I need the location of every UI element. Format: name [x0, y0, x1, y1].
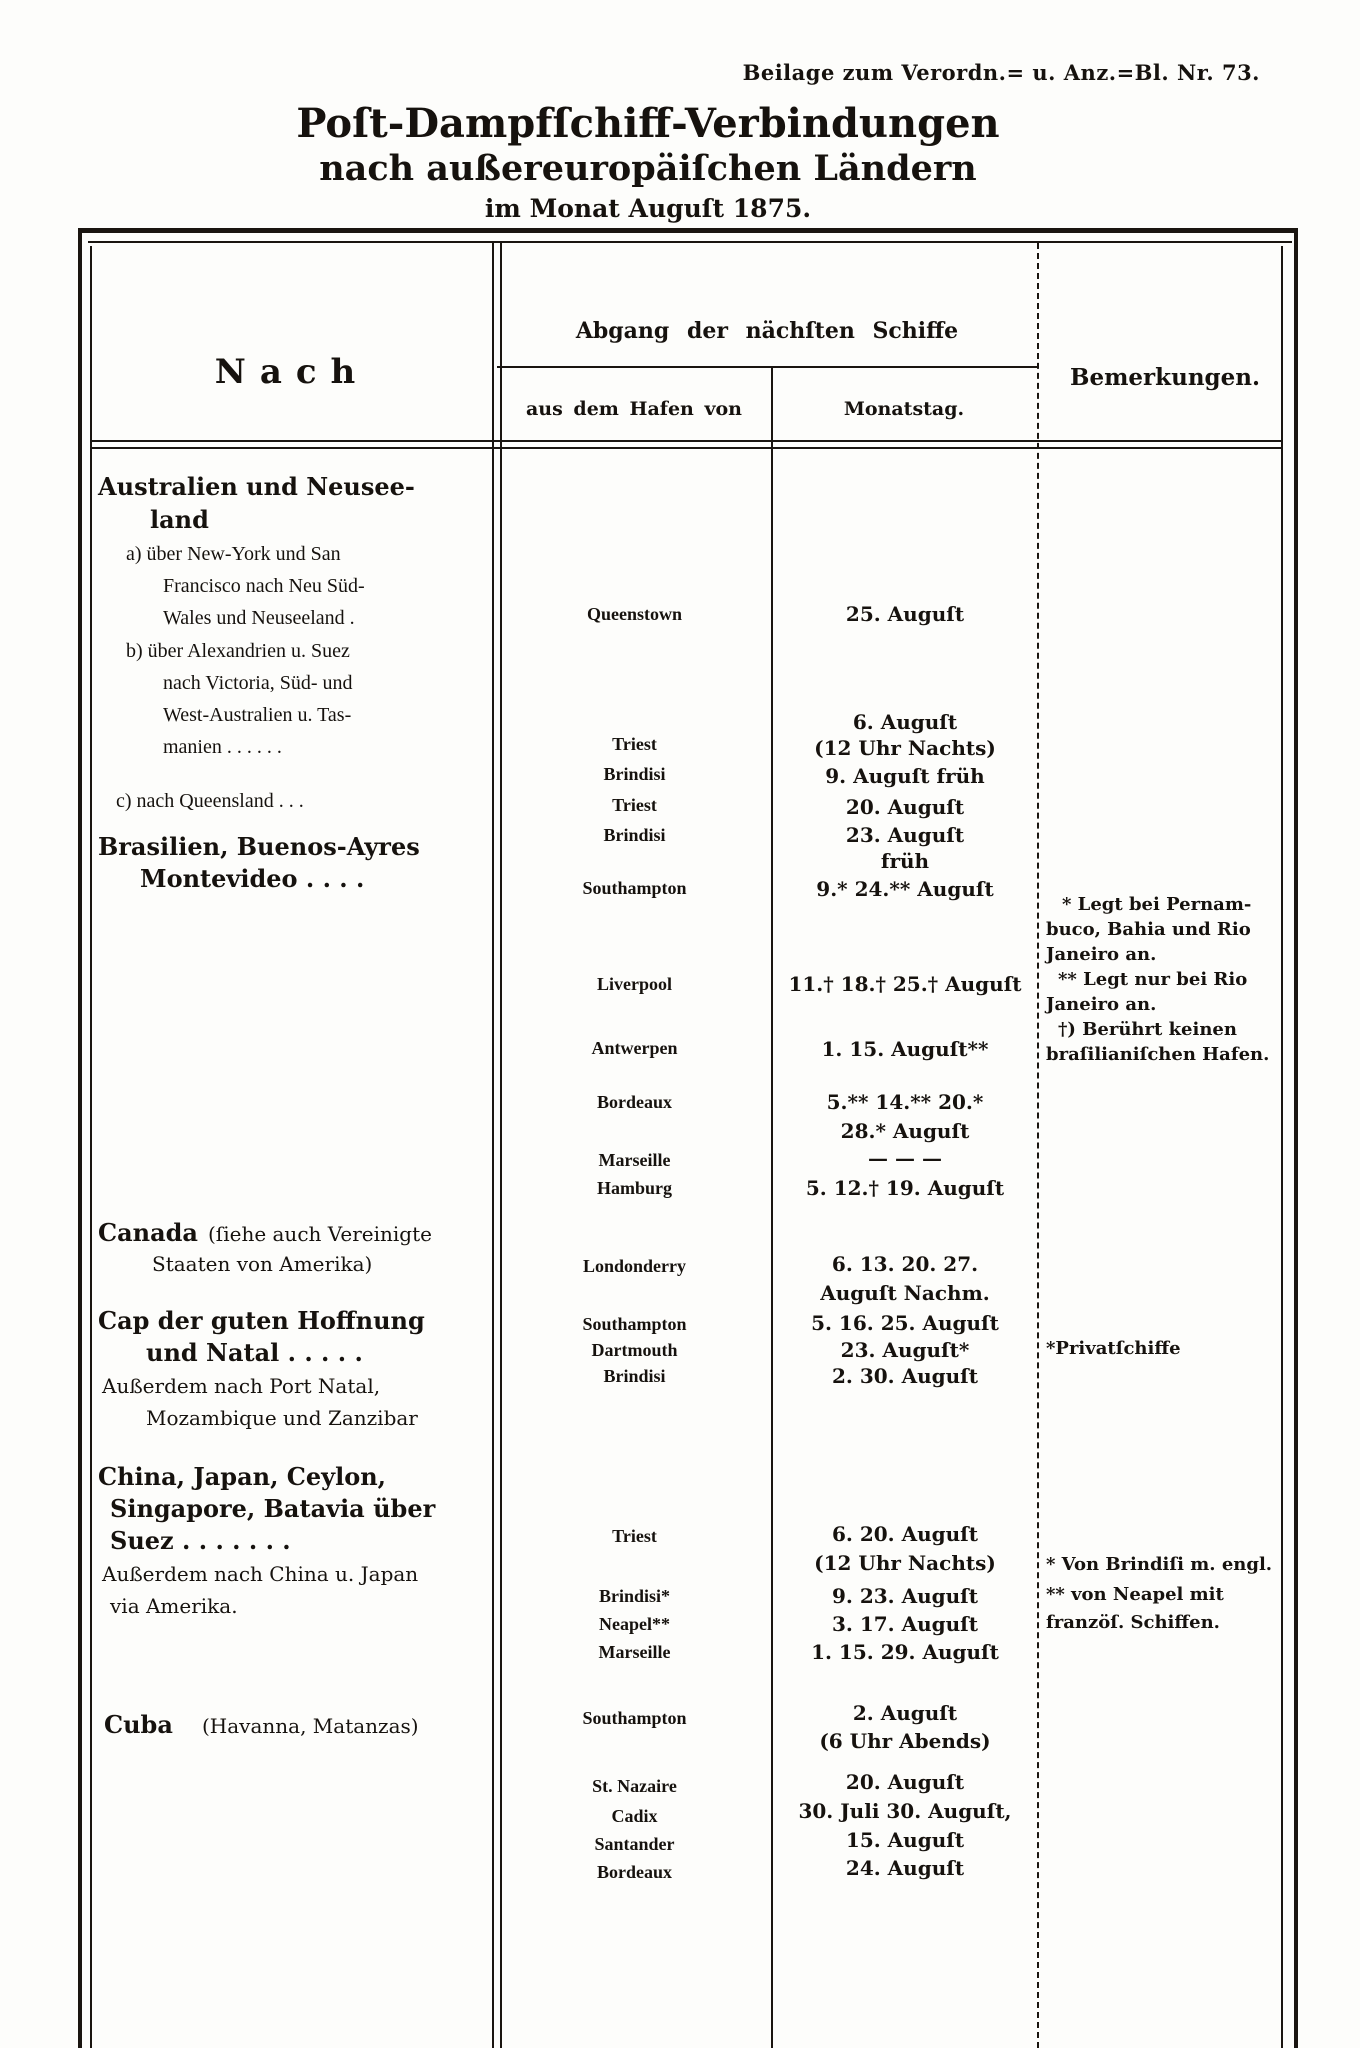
port-name: Bordeaux: [596, 1092, 672, 1112]
table-border-left-thick: [78, 228, 82, 2048]
port-name: Hamburg: [596, 1178, 672, 1198]
column-header-nach: Nach: [214, 352, 370, 392]
remark-line: Janeiro an.: [1046, 994, 1157, 1015]
remark-line: franzöſ. Schiffen.: [1046, 1612, 1220, 1633]
port-name: Southampton: [582, 1708, 687, 1728]
table-border-right-thin: [1281, 246, 1283, 2048]
remark-line: buco, Bahia und Rio: [1046, 919, 1251, 940]
departure-date: 3. 17. Auguſt: [831, 1612, 979, 1636]
port-name: Southampton: [582, 878, 687, 898]
remark-line: braſilianiſchen Hafen.: [1046, 1044, 1270, 1065]
departure-date: 6. 20. Auguſt: [831, 1522, 979, 1546]
port-name: Dartmouth: [591, 1340, 678, 1360]
destination-line: Wales und Neuseeland .: [163, 607, 355, 629]
destination-line: (Havanna, Matanzas): [202, 1714, 419, 1738]
destination-line: via Amerika.: [110, 1594, 238, 1618]
departure-date: 20. Auguſt: [845, 1770, 965, 1794]
destination-line: Außerdem nach Port Natal,: [102, 1374, 381, 1398]
destination-line: Singapore, Batavia über: [110, 1494, 436, 1523]
port-name: Bordeaux: [596, 1862, 672, 1882]
remark-line: Janeiro an.: [1046, 944, 1157, 965]
document-title-line3: im Monat Auguſt 1875.: [484, 194, 812, 223]
table-border-left-thin: [90, 246, 92, 2048]
departure-date: 6. Auguſt: [852, 710, 958, 734]
departure-date: 23. Auguſt: [845, 823, 965, 847]
port-name: Liverpool: [597, 974, 672, 994]
port-name: Santander: [594, 1834, 675, 1854]
departure-date: 1. 15. 29. Auguſt: [811, 1640, 999, 1664]
departure-date: 25. Auguſt: [845, 602, 965, 626]
departure-date: 11.† 18.† 25.† Auguſt: [788, 972, 1022, 996]
port-name: Brindisi: [603, 764, 666, 784]
departure-date: 5. 16. 25. Auguſt: [811, 1311, 999, 1335]
column-header-monatstag: Monatstag.: [843, 398, 965, 420]
destination-line: China, Japan, Ceylon,: [98, 1462, 387, 1491]
column-header-abgang: Abgang der nächſten Schiffe: [575, 318, 959, 344]
document-title-line2: nach außereuropäiſchen Ländern: [319, 148, 977, 189]
table-border-top-thin: [88, 241, 1292, 243]
remark-line: *Privatſchiffe: [1046, 1338, 1181, 1359]
destination-line: nach Victoria, Süd- und: [163, 672, 353, 694]
departure-date: (12 Uhr Nachts): [814, 736, 996, 760]
port-name: Brindisi: [603, 825, 666, 845]
destination-line: Cuba: [104, 1710, 173, 1739]
page-header-note: Beilage zum Verordn.= u. Anz.=Bl. Nr. 73.: [742, 60, 1260, 85]
destination-line: c) nach Queensland . . .: [116, 790, 304, 812]
departure-date: 5.** 14.** 20.*: [826, 1090, 984, 1114]
table-border-right-thick: [1294, 228, 1298, 2048]
departure-date: 9. Auguſt früh: [825, 764, 985, 788]
departure-date: Auguſt Nachm.: [820, 1281, 990, 1305]
remark-line: * Legt bei Pernam-: [1062, 894, 1252, 915]
departure-date: 23. Auguſt*: [840, 1338, 970, 1362]
departure-date: früh: [880, 849, 930, 873]
destination-line: Suez . . . . . . .: [110, 1526, 291, 1555]
departure-date: (6 Uhr Abends): [819, 1729, 991, 1753]
port-name: Brindisi*: [598, 1586, 671, 1606]
departure-date: 20. Auguſt: [845, 795, 965, 819]
column-header-bemerkungen: Bemerkungen.: [1070, 364, 1260, 391]
destination-line: Australien und Neusee-: [98, 472, 415, 501]
port-name: Triest: [612, 1526, 657, 1546]
header-bottom-line-outer: [90, 440, 1281, 442]
destination-line: a) über New-York und San: [126, 543, 341, 565]
departure-date: 9. 23. Auguſt: [831, 1584, 979, 1608]
departure-date: 1. 15. Auguſt**: [821, 1037, 989, 1061]
departure-date: 24. Auguſt: [845, 1856, 965, 1880]
port-name: Neapel**: [599, 1614, 670, 1634]
port-name: St. Nazaire: [592, 1776, 677, 1796]
destination-line: und Natal . . . . .: [146, 1338, 363, 1367]
destination-line: Cap der guten Hoffnung: [98, 1306, 425, 1335]
departure-date: 2. Auguſt: [852, 1701, 958, 1725]
port-name: Brindisi: [603, 1366, 666, 1386]
port-name: Antwerpen: [591, 1038, 678, 1058]
port-name: Marseille: [598, 1642, 671, 1662]
departure-date: 30. Juli 30. Auguſt,: [798, 1799, 1012, 1823]
destination-line: (ſiehe auch Vereinigte: [208, 1222, 432, 1246]
destination-line: Mozambique und Zanzibar: [146, 1406, 418, 1430]
destination-line: Außerdem nach China u. Japan: [102, 1562, 419, 1586]
port-name: Londonderry: [582, 1256, 687, 1276]
column-header-hafen: aus dem Hafen von: [525, 398, 742, 420]
destination-line: West-Australien u. Tas-: [163, 704, 352, 726]
document-title-line1: Poſt-Dampfſchiff-Verbindungen: [296, 100, 1000, 147]
port-name: Marseille: [598, 1150, 671, 1170]
remark-line: ** von Neapel mit: [1046, 1584, 1224, 1605]
departure-date: 6. 13. 20. 27.: [831, 1252, 979, 1276]
departure-date: 2. 30. Auguſt: [831, 1364, 979, 1388]
destination-line: Staaten von Amerika): [152, 1252, 373, 1276]
departure-date: (12 Uhr Nachts): [814, 1551, 996, 1575]
port-name: Southampton: [582, 1314, 687, 1334]
departure-date: 9.* 24.** Auguſt: [816, 877, 994, 901]
table-border-top-thick: [78, 228, 1298, 233]
destination-line: land: [150, 505, 209, 534]
destination-line: Brasilien, Buenos-Ayres: [98, 832, 420, 861]
abgang-underline: [497, 366, 1037, 368]
column-divider-nach-outer: [492, 243, 494, 2048]
destination-line: Canada: [98, 1218, 198, 1247]
port-name: Cadix: [611, 1806, 658, 1826]
port-name: Triest: [612, 795, 657, 815]
departure-date: 5. 12.† 19. Auguſt: [805, 1176, 1005, 1200]
destination-line: Francisco nach Neu Süd-: [163, 575, 365, 597]
port-name: Triest: [612, 734, 657, 754]
remark-line: ** Legt nur bei Rio: [1058, 969, 1248, 990]
destination-line: Montevideo . . . .: [140, 864, 365, 893]
destination-line: manien . . . . . .: [163, 736, 282, 758]
destination-line: b) über Alexandrien u. Suez: [126, 640, 350, 662]
remark-line: * Von Brindiſi m. engl.: [1046, 1554, 1273, 1575]
departure-date: — — —: [868, 1146, 942, 1170]
departure-date: 28.* Auguſt: [840, 1119, 970, 1143]
departure-date: 15. Auguſt: [845, 1828, 965, 1852]
header-bottom-line-inner: [90, 447, 1281, 449]
remark-line: †) Berührt keinen: [1058, 1019, 1237, 1040]
port-name: Queenstown: [586, 604, 682, 624]
